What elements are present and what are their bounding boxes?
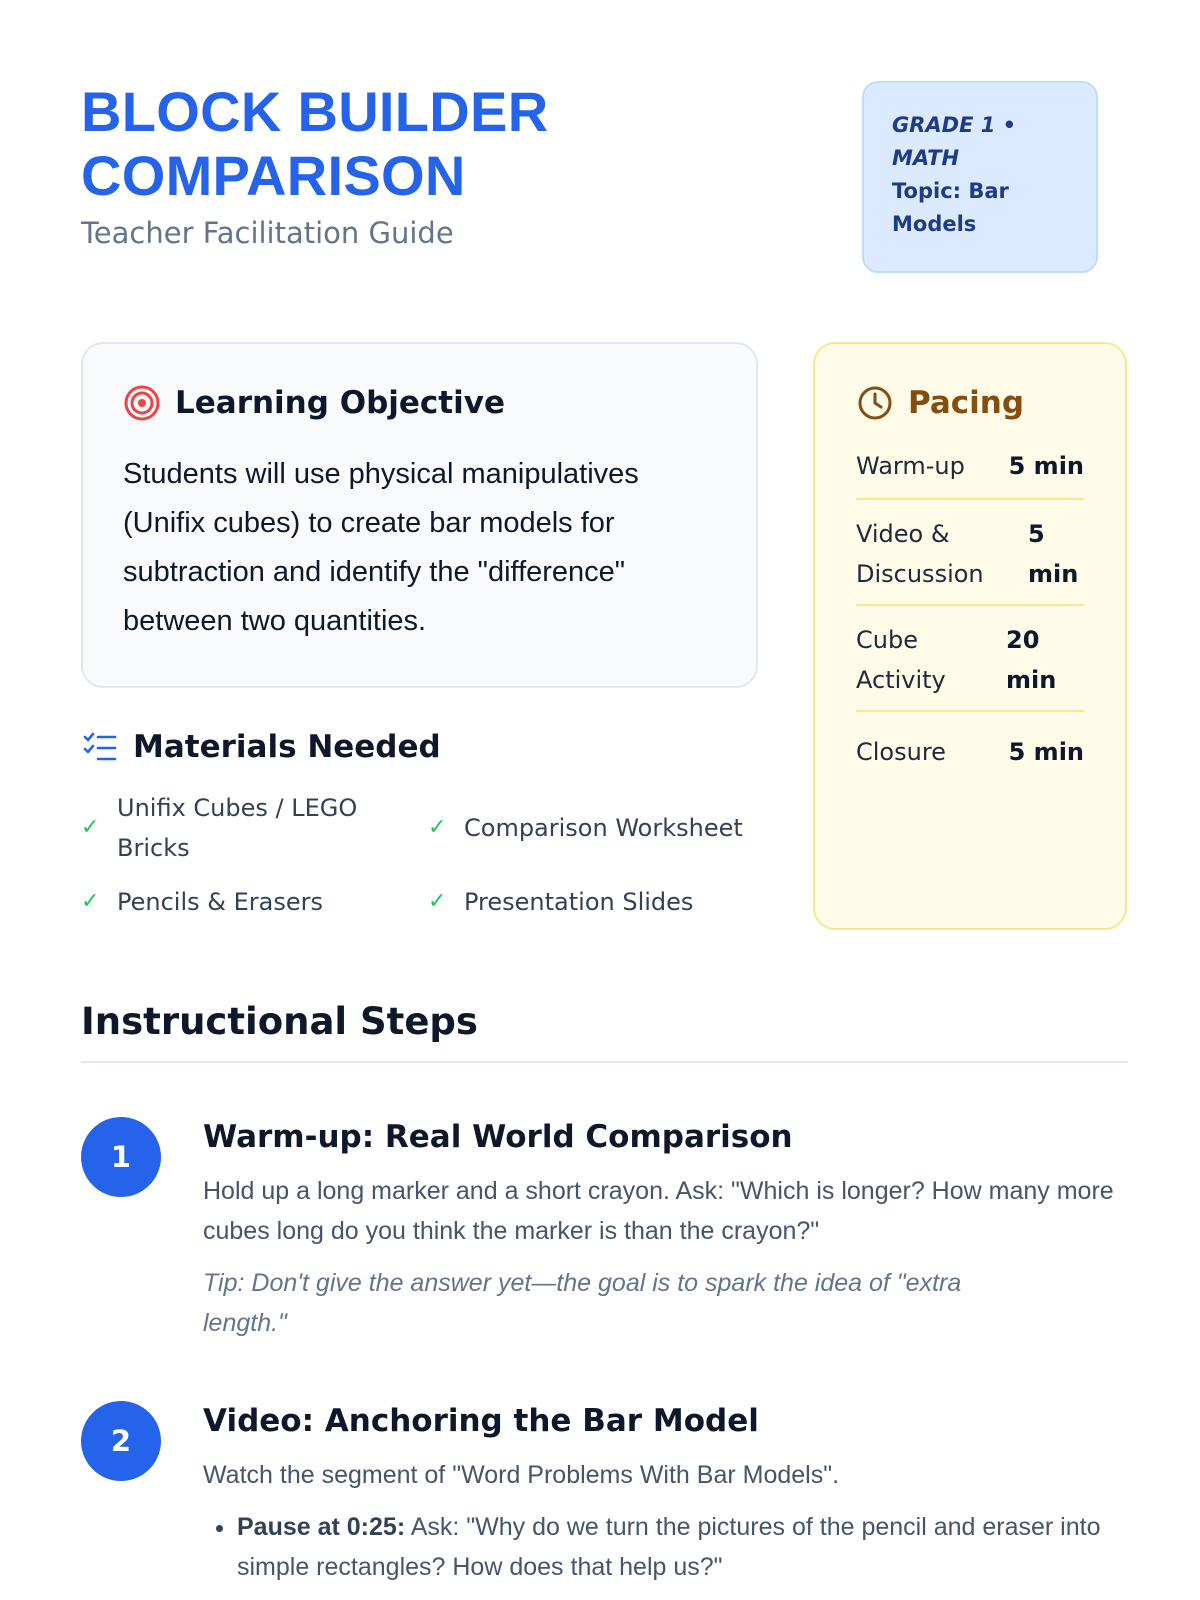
pacing-label: Video & Discussion	[856, 520, 984, 588]
bullet-label: Pause at 0:25:	[237, 1513, 406, 1541]
step-text: Watch the segment of "Word Problems With Bar Models".	[203, 1461, 840, 1489]
check-icon: ✓	[81, 815, 100, 840]
check-icon: ✓	[428, 889, 447, 914]
materials-list	[81, 788, 771, 922]
pacing-row	[856, 500, 1084, 606]
step-number-badge: 2	[81, 1401, 161, 1481]
step-text: Hold up a long marker and a short crayon. Ask: "Which is longer? How many more cubes long do you think the marker is than the crayon?"	[203, 1177, 1114, 1245]
bullet-text: Ask: "Why do we turn the pictures of the pencil and eraser into simple rectangles? How does that help us?"	[237, 1513, 1101, 1581]
material-item	[428, 788, 758, 868]
page-title: BLOCK BUILDER COMPARISON	[81, 80, 549, 207]
material-label: Presentation Slides	[464, 888, 694, 916]
pacing-row	[856, 606, 1084, 712]
steps-heading: Instructional Steps	[81, 1000, 1128, 1063]
pacing-value: 5 min	[1008, 738, 1084, 766]
material-item	[81, 788, 428, 868]
step-item	[81, 1401, 1128, 1587]
learning-objective-card	[81, 342, 758, 688]
pacing-value: 20 min	[1006, 626, 1057, 694]
clock-icon	[856, 384, 894, 422]
pacing-heading: Pacing	[908, 385, 1025, 421]
pacing-card	[813, 342, 1127, 930]
materials-section	[81, 728, 771, 922]
step-tip: Tip: Don't give the answer yet—the goal is to spark the idea of "extra length."	[203, 1269, 962, 1337]
objective-heading: Learning Objective	[175, 385, 505, 421]
material-label: Pencils & Erasers	[117, 888, 323, 916]
target-icon	[123, 384, 161, 422]
objective-text: Students will use physical manipulatives (Unifix cubes) to create bar models for subtraction and identify the "difference" between two quantities.	[123, 458, 639, 637]
pacing-row	[856, 712, 1084, 772]
step-heading: Video: Anchoring the Bar Model	[203, 1403, 759, 1439]
check-icon: ✓	[81, 889, 100, 914]
material-item	[428, 882, 758, 922]
pacing-row	[856, 446, 1084, 500]
step-item	[81, 1117, 1128, 1343]
check-icon: ✓	[428, 815, 447, 840]
pacing-value: 5 min	[1008, 452, 1084, 480]
pacing-label: Warm-up	[856, 452, 965, 480]
step-bullet	[237, 1507, 1128, 1587]
pacing-label: Cube Activity	[856, 626, 946, 694]
material-label: Unifix Cubes / LEGO Bricks	[117, 794, 358, 862]
grade-label: GRADE 1 • MATH	[892, 113, 1017, 170]
pacing-value: 5 min	[1028, 520, 1079, 588]
material-label: Comparison Worksheet	[464, 814, 743, 842]
grade-topic-badge	[862, 81, 1098, 273]
step-heading: Warm-up: Real World Comparison	[203, 1119, 793, 1155]
step-bullet-list	[203, 1507, 1128, 1587]
topic-label: Topic: Bar Models	[892, 179, 1009, 236]
page-subtitle: Teacher Facilitation Guide	[81, 216, 454, 250]
guide-header	[81, 0, 1098, 300]
checklist-icon	[81, 728, 119, 766]
instructional-steps-section	[81, 1000, 1128, 1587]
material-item	[81, 882, 428, 922]
pacing-label: Closure	[856, 738, 946, 766]
materials-heading: Materials Needed	[133, 729, 441, 765]
step-number-badge: 1	[81, 1117, 161, 1197]
